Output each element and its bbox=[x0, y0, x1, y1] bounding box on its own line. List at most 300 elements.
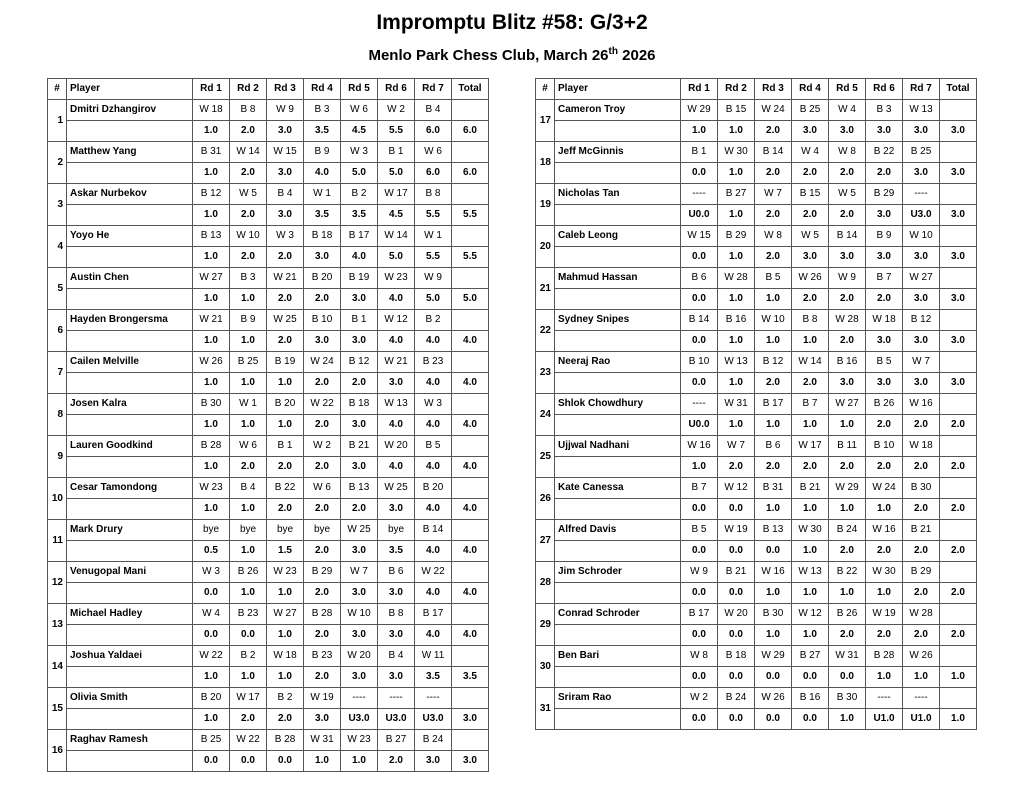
running-score: 3.0 bbox=[903, 331, 940, 352]
running-score: 0.0 bbox=[792, 667, 829, 688]
running-score: 2.0 bbox=[755, 163, 792, 184]
running-score: 0.0 bbox=[681, 625, 718, 646]
total-blank-cell bbox=[940, 394, 977, 415]
round-result: B 11 bbox=[829, 436, 866, 457]
round-result: B 1 bbox=[267, 436, 304, 457]
running-score: 3.0 bbox=[341, 331, 378, 352]
player-name: Olivia Smith bbox=[67, 688, 193, 709]
round-result: W 24 bbox=[866, 478, 903, 499]
total-score: 3.0 bbox=[940, 163, 977, 184]
round-result: W 27 bbox=[903, 268, 940, 289]
col-header-rd5: Rd 5 bbox=[829, 79, 866, 100]
round-result: W 31 bbox=[304, 730, 341, 751]
running-score: 1.0 bbox=[267, 373, 304, 394]
name-blank-cell bbox=[67, 457, 193, 478]
running-score: 1.0 bbox=[193, 415, 230, 436]
running-score: 2.0 bbox=[230, 205, 267, 226]
running-score: 2.0 bbox=[866, 289, 903, 310]
round-result: B 26 bbox=[866, 394, 903, 415]
total-score: 2.0 bbox=[940, 415, 977, 436]
running-score: 2.0 bbox=[903, 415, 940, 436]
player-scores-row bbox=[536, 709, 977, 730]
running-score: 1.0 bbox=[193, 499, 230, 520]
running-score: 1.5 bbox=[267, 541, 304, 562]
round-result: B 4 bbox=[230, 478, 267, 499]
total-score: 5.0 bbox=[452, 289, 489, 310]
round-result: B 25 bbox=[193, 730, 230, 751]
running-score: 0.0 bbox=[230, 625, 267, 646]
total-blank-cell bbox=[452, 100, 489, 121]
player-results-row bbox=[536, 478, 977, 499]
round-result: W 6 bbox=[341, 100, 378, 121]
player-number: 10 bbox=[48, 478, 67, 520]
running-score: 2.0 bbox=[792, 205, 829, 226]
round-result: W 22 bbox=[230, 730, 267, 751]
round-result: B 25 bbox=[903, 142, 940, 163]
round-result: W 4 bbox=[829, 100, 866, 121]
player-number: 7 bbox=[48, 352, 67, 394]
round-result: W 14 bbox=[378, 226, 415, 247]
round-result: B 10 bbox=[866, 436, 903, 457]
running-score: U3.0 bbox=[341, 709, 378, 730]
running-score: 4.5 bbox=[341, 121, 378, 142]
player-name: Lauren Goodkind bbox=[67, 436, 193, 457]
name-blank-cell bbox=[555, 289, 681, 310]
running-score: 3.0 bbox=[378, 583, 415, 604]
player-scores-row bbox=[48, 247, 489, 268]
running-score: 0.0 bbox=[718, 667, 755, 688]
running-score: 2.0 bbox=[304, 457, 341, 478]
round-result: B 13 bbox=[755, 520, 792, 541]
round-result: W 23 bbox=[193, 478, 230, 499]
player-number: 9 bbox=[48, 436, 67, 478]
total-blank-cell bbox=[940, 520, 977, 541]
running-score: 1.0 bbox=[718, 247, 755, 268]
player-number: 23 bbox=[536, 352, 555, 394]
running-score: 3.0 bbox=[378, 667, 415, 688]
running-score: 1.0 bbox=[718, 121, 755, 142]
round-result: B 28 bbox=[267, 730, 304, 751]
running-score: U3.0 bbox=[378, 709, 415, 730]
round-result: B 19 bbox=[341, 268, 378, 289]
round-result: W 16 bbox=[866, 520, 903, 541]
running-score: 2.0 bbox=[829, 331, 866, 352]
round-result: W 12 bbox=[378, 310, 415, 331]
round-result: B 20 bbox=[415, 478, 452, 499]
round-result: B 20 bbox=[193, 688, 230, 709]
player-number: 14 bbox=[48, 646, 67, 688]
running-score: 0.0 bbox=[755, 709, 792, 730]
round-result: W 5 bbox=[230, 184, 267, 205]
player-name: Austin Chen bbox=[67, 268, 193, 289]
round-result: B 21 bbox=[341, 436, 378, 457]
player-name: Shlok Chowdhury bbox=[555, 394, 681, 415]
running-score: 0.0 bbox=[681, 709, 718, 730]
name-blank-cell bbox=[555, 373, 681, 394]
round-result: B 10 bbox=[681, 352, 718, 373]
running-score: 3.0 bbox=[341, 415, 378, 436]
round-result: B 30 bbox=[903, 478, 940, 499]
running-score: 1.0 bbox=[755, 625, 792, 646]
player-scores-row bbox=[536, 499, 977, 520]
round-result: W 26 bbox=[903, 646, 940, 667]
round-result: B 9 bbox=[230, 310, 267, 331]
player-results-row bbox=[48, 604, 489, 625]
round-result: B 2 bbox=[341, 184, 378, 205]
round-result: B 4 bbox=[267, 184, 304, 205]
player-name: Dmitri Dzhangirov bbox=[67, 100, 193, 121]
running-score: 3.5 bbox=[378, 541, 415, 562]
running-score: 1.0 bbox=[193, 709, 230, 730]
round-result: B 2 bbox=[267, 688, 304, 709]
player-results-row bbox=[536, 184, 977, 205]
round-result: B 22 bbox=[267, 478, 304, 499]
running-score: 1.0 bbox=[681, 457, 718, 478]
player-scores-row bbox=[536, 289, 977, 310]
col-header-rd7: Rd 7 bbox=[415, 79, 452, 100]
total-score: 2.0 bbox=[940, 541, 977, 562]
player-number: 12 bbox=[48, 562, 67, 604]
player-results-row bbox=[536, 562, 977, 583]
round-result: B 25 bbox=[792, 100, 829, 121]
running-score: 2.0 bbox=[903, 499, 940, 520]
running-score: 1.0 bbox=[230, 373, 267, 394]
running-score: 0.0 bbox=[193, 583, 230, 604]
round-result: B 1 bbox=[378, 142, 415, 163]
running-score: 4.0 bbox=[341, 247, 378, 268]
col-header-rd6: Rd 6 bbox=[866, 79, 903, 100]
round-result: B 17 bbox=[415, 604, 452, 625]
total-blank-cell bbox=[940, 184, 977, 205]
round-result: W 6 bbox=[415, 142, 452, 163]
running-score: 3.0 bbox=[903, 373, 940, 394]
running-score: 3.0 bbox=[903, 121, 940, 142]
running-score: 3.0 bbox=[903, 289, 940, 310]
round-result: W 14 bbox=[792, 352, 829, 373]
running-score: 0.0 bbox=[718, 583, 755, 604]
round-result: B 5 bbox=[755, 268, 792, 289]
round-result: W 10 bbox=[230, 226, 267, 247]
running-score: U1.0 bbox=[866, 709, 903, 730]
round-result: B 13 bbox=[193, 226, 230, 247]
player-name: Neeraj Rao bbox=[555, 352, 681, 373]
player-number: 13 bbox=[48, 604, 67, 646]
round-result: W 2 bbox=[304, 436, 341, 457]
name-blank-cell bbox=[555, 415, 681, 436]
running-score: 2.0 bbox=[304, 625, 341, 646]
round-result: B 8 bbox=[230, 100, 267, 121]
player-scores-row bbox=[536, 625, 977, 646]
running-score: 1.0 bbox=[267, 415, 304, 436]
running-score: 1.0 bbox=[718, 163, 755, 184]
round-result: B 26 bbox=[230, 562, 267, 583]
running-score: 1.0 bbox=[755, 331, 792, 352]
running-score: 4.0 bbox=[378, 289, 415, 310]
col-header-player: Player bbox=[555, 79, 681, 100]
round-result: B 8 bbox=[378, 604, 415, 625]
player-results-row bbox=[536, 394, 977, 415]
running-score: 1.0 bbox=[304, 751, 341, 772]
round-result: W 20 bbox=[378, 436, 415, 457]
running-score: 2.0 bbox=[755, 457, 792, 478]
total-score: 1.0 bbox=[940, 709, 977, 730]
name-blank-cell bbox=[555, 205, 681, 226]
round-result: W 13 bbox=[378, 394, 415, 415]
player-results-row bbox=[48, 562, 489, 583]
total-blank-cell bbox=[940, 226, 977, 247]
round-result: W 28 bbox=[829, 310, 866, 331]
player-name: Mahmud Hassan bbox=[555, 268, 681, 289]
round-result: B 14 bbox=[829, 226, 866, 247]
total-blank-cell bbox=[452, 478, 489, 499]
running-score: 3.5 bbox=[304, 121, 341, 142]
running-score: 1.0 bbox=[193, 373, 230, 394]
running-score: 1.0 bbox=[193, 667, 230, 688]
round-result: B 24 bbox=[718, 688, 755, 709]
round-result: B 23 bbox=[415, 352, 452, 373]
running-score: 3.0 bbox=[267, 205, 304, 226]
round-result: B 23 bbox=[230, 604, 267, 625]
round-result: W 1 bbox=[415, 226, 452, 247]
round-result: W 10 bbox=[755, 310, 792, 331]
round-result: B 24 bbox=[829, 520, 866, 541]
subtitle bbox=[0, 41, 1024, 67]
total-score: 2.0 bbox=[940, 625, 977, 646]
running-score: 5.5 bbox=[415, 247, 452, 268]
round-result: B 17 bbox=[341, 226, 378, 247]
player-name: Nicholas Tan bbox=[555, 184, 681, 205]
round-result: B 12 bbox=[193, 184, 230, 205]
player-name: Hayden Brongersma bbox=[67, 310, 193, 331]
running-score: 3.0 bbox=[341, 583, 378, 604]
running-score: 3.0 bbox=[829, 247, 866, 268]
player-name: Ujjwal Nadhani bbox=[555, 436, 681, 457]
round-result: ---- bbox=[378, 688, 415, 709]
player-scores-row bbox=[536, 541, 977, 562]
round-result: ---- bbox=[681, 184, 718, 205]
player-name: Venugopal Mani bbox=[67, 562, 193, 583]
running-score: 0.0 bbox=[193, 625, 230, 646]
running-score: 1.0 bbox=[230, 289, 267, 310]
round-result: W 3 bbox=[193, 562, 230, 583]
player-number: 6 bbox=[48, 310, 67, 352]
running-score: 3.0 bbox=[866, 121, 903, 142]
round-result: W 21 bbox=[378, 352, 415, 373]
round-result: B 31 bbox=[755, 478, 792, 499]
name-blank-cell bbox=[67, 583, 193, 604]
round-result: B 5 bbox=[866, 352, 903, 373]
player-number: 25 bbox=[536, 436, 555, 478]
running-score: 4.0 bbox=[415, 583, 452, 604]
running-score: 1.0 bbox=[792, 541, 829, 562]
total-blank-cell bbox=[452, 184, 489, 205]
standings-table-left bbox=[47, 78, 489, 772]
round-result: W 16 bbox=[903, 394, 940, 415]
round-result: B 3 bbox=[866, 100, 903, 121]
round-result: B 9 bbox=[866, 226, 903, 247]
player-name: Sriram Rao bbox=[555, 688, 681, 709]
running-score: 1.0 bbox=[866, 499, 903, 520]
round-result: W 9 bbox=[267, 100, 304, 121]
round-result: W 28 bbox=[903, 604, 940, 625]
total-blank-cell bbox=[452, 394, 489, 415]
running-score: 2.0 bbox=[267, 289, 304, 310]
running-score: 3.0 bbox=[341, 667, 378, 688]
round-result: B 2 bbox=[230, 646, 267, 667]
round-result: W 5 bbox=[829, 184, 866, 205]
player-number: 4 bbox=[48, 226, 67, 268]
total-score: 3.0 bbox=[940, 247, 977, 268]
col-header-total: Total bbox=[940, 79, 977, 100]
round-result: W 21 bbox=[267, 268, 304, 289]
player-results-row bbox=[48, 184, 489, 205]
name-blank-cell bbox=[67, 247, 193, 268]
running-score: 1.0 bbox=[193, 121, 230, 142]
running-score: 1.0 bbox=[792, 415, 829, 436]
name-blank-cell bbox=[67, 163, 193, 184]
round-result: B 13 bbox=[341, 478, 378, 499]
round-result: W 18 bbox=[866, 310, 903, 331]
player-scores-row bbox=[536, 373, 977, 394]
running-score: 3.0 bbox=[341, 289, 378, 310]
round-result: W 7 bbox=[718, 436, 755, 457]
name-blank-cell bbox=[67, 541, 193, 562]
player-number: 16 bbox=[48, 730, 67, 772]
round-result: B 12 bbox=[903, 310, 940, 331]
round-result: B 14 bbox=[681, 310, 718, 331]
total-score: 3.0 bbox=[940, 331, 977, 352]
round-result: W 22 bbox=[415, 562, 452, 583]
player-results-row bbox=[48, 646, 489, 667]
running-score: 2.0 bbox=[304, 289, 341, 310]
running-score: 3.0 bbox=[792, 247, 829, 268]
round-result: W 18 bbox=[193, 100, 230, 121]
round-result: B 18 bbox=[341, 394, 378, 415]
total-score: 2.0 bbox=[940, 583, 977, 604]
player-scores-row bbox=[48, 583, 489, 604]
player-scores-row bbox=[48, 667, 489, 688]
total-blank-cell bbox=[452, 226, 489, 247]
round-result: W 8 bbox=[755, 226, 792, 247]
round-result: B 18 bbox=[304, 226, 341, 247]
round-result: bye bbox=[230, 520, 267, 541]
player-scores-row bbox=[48, 331, 489, 352]
name-blank-cell bbox=[555, 163, 681, 184]
running-score: 4.0 bbox=[415, 541, 452, 562]
player-number: 5 bbox=[48, 268, 67, 310]
player-results-row bbox=[536, 604, 977, 625]
running-score: 1.0 bbox=[267, 625, 304, 646]
running-score: 3.0 bbox=[866, 205, 903, 226]
round-result: B 28 bbox=[866, 646, 903, 667]
name-blank-cell bbox=[555, 121, 681, 142]
running-score: 1.0 bbox=[341, 751, 378, 772]
round-result: B 30 bbox=[755, 604, 792, 625]
round-result: B 21 bbox=[718, 562, 755, 583]
col-header-rd7: Rd 7 bbox=[903, 79, 940, 100]
running-score: 2.0 bbox=[230, 247, 267, 268]
running-score: 0.0 bbox=[681, 289, 718, 310]
round-result: W 31 bbox=[829, 646, 866, 667]
total-blank-cell bbox=[452, 436, 489, 457]
round-result: W 17 bbox=[792, 436, 829, 457]
running-score: 1.0 bbox=[193, 205, 230, 226]
running-score: 2.0 bbox=[267, 499, 304, 520]
round-result: bye bbox=[378, 520, 415, 541]
player-scores-row bbox=[48, 121, 489, 142]
round-result: B 3 bbox=[230, 268, 267, 289]
player-scores-row bbox=[48, 289, 489, 310]
player-results-row bbox=[536, 268, 977, 289]
round-result: W 26 bbox=[755, 688, 792, 709]
col-header-player: Player bbox=[67, 79, 193, 100]
total-score: 3.0 bbox=[940, 289, 977, 310]
player-name: Yoyo He bbox=[67, 226, 193, 247]
running-score: 1.0 bbox=[230, 415, 267, 436]
running-score: 2.0 bbox=[829, 289, 866, 310]
player-results-row bbox=[536, 646, 977, 667]
player-results-row bbox=[536, 688, 977, 709]
round-result: W 28 bbox=[718, 268, 755, 289]
running-score: 2.0 bbox=[755, 247, 792, 268]
player-number: 24 bbox=[536, 394, 555, 436]
col-header-rd6: Rd 6 bbox=[378, 79, 415, 100]
player-name: Mark Drury bbox=[67, 520, 193, 541]
round-result: W 30 bbox=[792, 520, 829, 541]
player-name: Sydney Snipes bbox=[555, 310, 681, 331]
player-scores-row bbox=[48, 163, 489, 184]
running-score: 3.0 bbox=[903, 247, 940, 268]
round-result: W 13 bbox=[792, 562, 829, 583]
running-score: 2.0 bbox=[903, 625, 940, 646]
running-score: 4.5 bbox=[378, 205, 415, 226]
running-score: 1.0 bbox=[792, 625, 829, 646]
player-name: Jim Schroder bbox=[555, 562, 681, 583]
player-results-row bbox=[536, 226, 977, 247]
player-number: 27 bbox=[536, 520, 555, 562]
player-results-row bbox=[48, 688, 489, 709]
round-result: W 30 bbox=[718, 142, 755, 163]
player-scores-row bbox=[48, 751, 489, 772]
running-score: 0.0 bbox=[681, 247, 718, 268]
round-result: B 16 bbox=[829, 352, 866, 373]
running-score: 2.0 bbox=[230, 163, 267, 184]
player-number: 3 bbox=[48, 184, 67, 226]
name-blank-cell bbox=[67, 121, 193, 142]
round-result: W 19 bbox=[304, 688, 341, 709]
running-score: 0.0 bbox=[718, 709, 755, 730]
running-score: 0.0 bbox=[755, 667, 792, 688]
running-score: 3.0 bbox=[378, 373, 415, 394]
total-score: 4.0 bbox=[452, 373, 489, 394]
total-blank-cell bbox=[940, 604, 977, 625]
running-score: 2.0 bbox=[304, 499, 341, 520]
running-score: 1.0 bbox=[829, 415, 866, 436]
running-score: 0.0 bbox=[681, 541, 718, 562]
round-result: B 3 bbox=[304, 100, 341, 121]
col-header-rd1: Rd 1 bbox=[681, 79, 718, 100]
round-result: ---- bbox=[866, 688, 903, 709]
total-blank-cell bbox=[452, 646, 489, 667]
round-result: B 5 bbox=[415, 436, 452, 457]
player-name: Ben Bari bbox=[555, 646, 681, 667]
title: Impromptu Blitz #58: G/3+2 bbox=[376, 11, 648, 34]
running-score: 6.0 bbox=[415, 121, 452, 142]
round-result: W 23 bbox=[341, 730, 378, 751]
player-results-row bbox=[48, 520, 489, 541]
player-name: Matthew Yang bbox=[67, 142, 193, 163]
player-number: 21 bbox=[536, 268, 555, 310]
